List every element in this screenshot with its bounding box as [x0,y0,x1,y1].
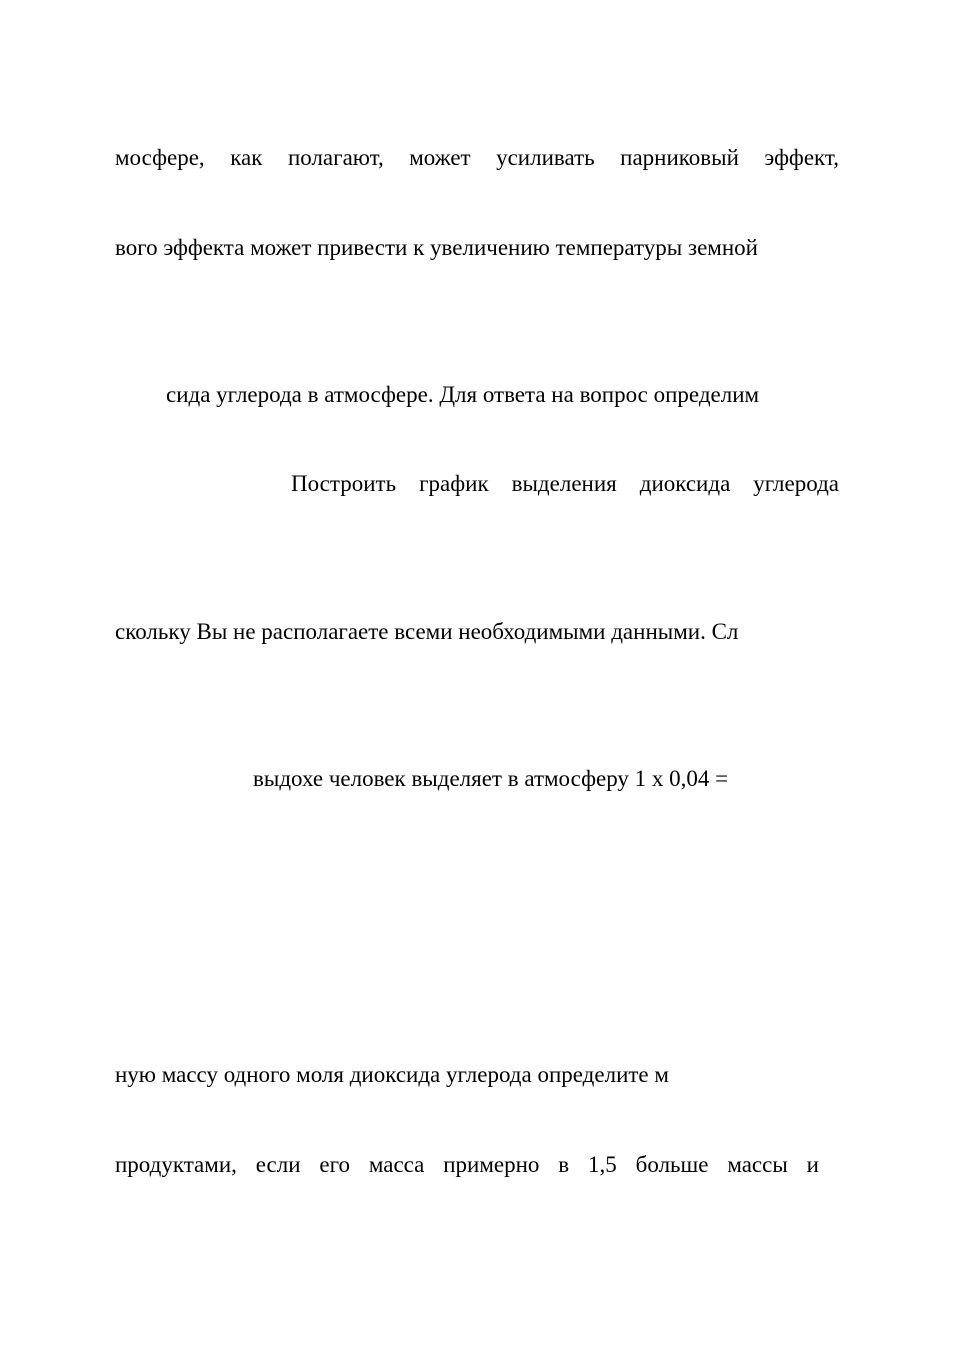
text-line-8: продуктами, если его масса примерно в 1,5 больше массы и [115,1152,819,1177]
text-line-1: мосфере, как полагают, может усиливать парниковый эффект, [115,145,839,170]
text-line-2: вого эффекта может привести к увеличению температуры земной [115,235,758,260]
text-line-6: выдохе человек выделяет в атмосферу 1 х 0,04 = [253,766,729,791]
text-line-7: ную массу одного моля диоксида углерода определите м [115,1062,669,1087]
text-line-5: скольку Вы не располагаете всеми необходимыми данными. Сл [115,619,739,644]
text-line-4: Построить график выделения диоксида углерода [291,471,839,496]
text-line-3: сида углерода в атмосфере. Для ответа на вопрос определим [166,382,760,407]
